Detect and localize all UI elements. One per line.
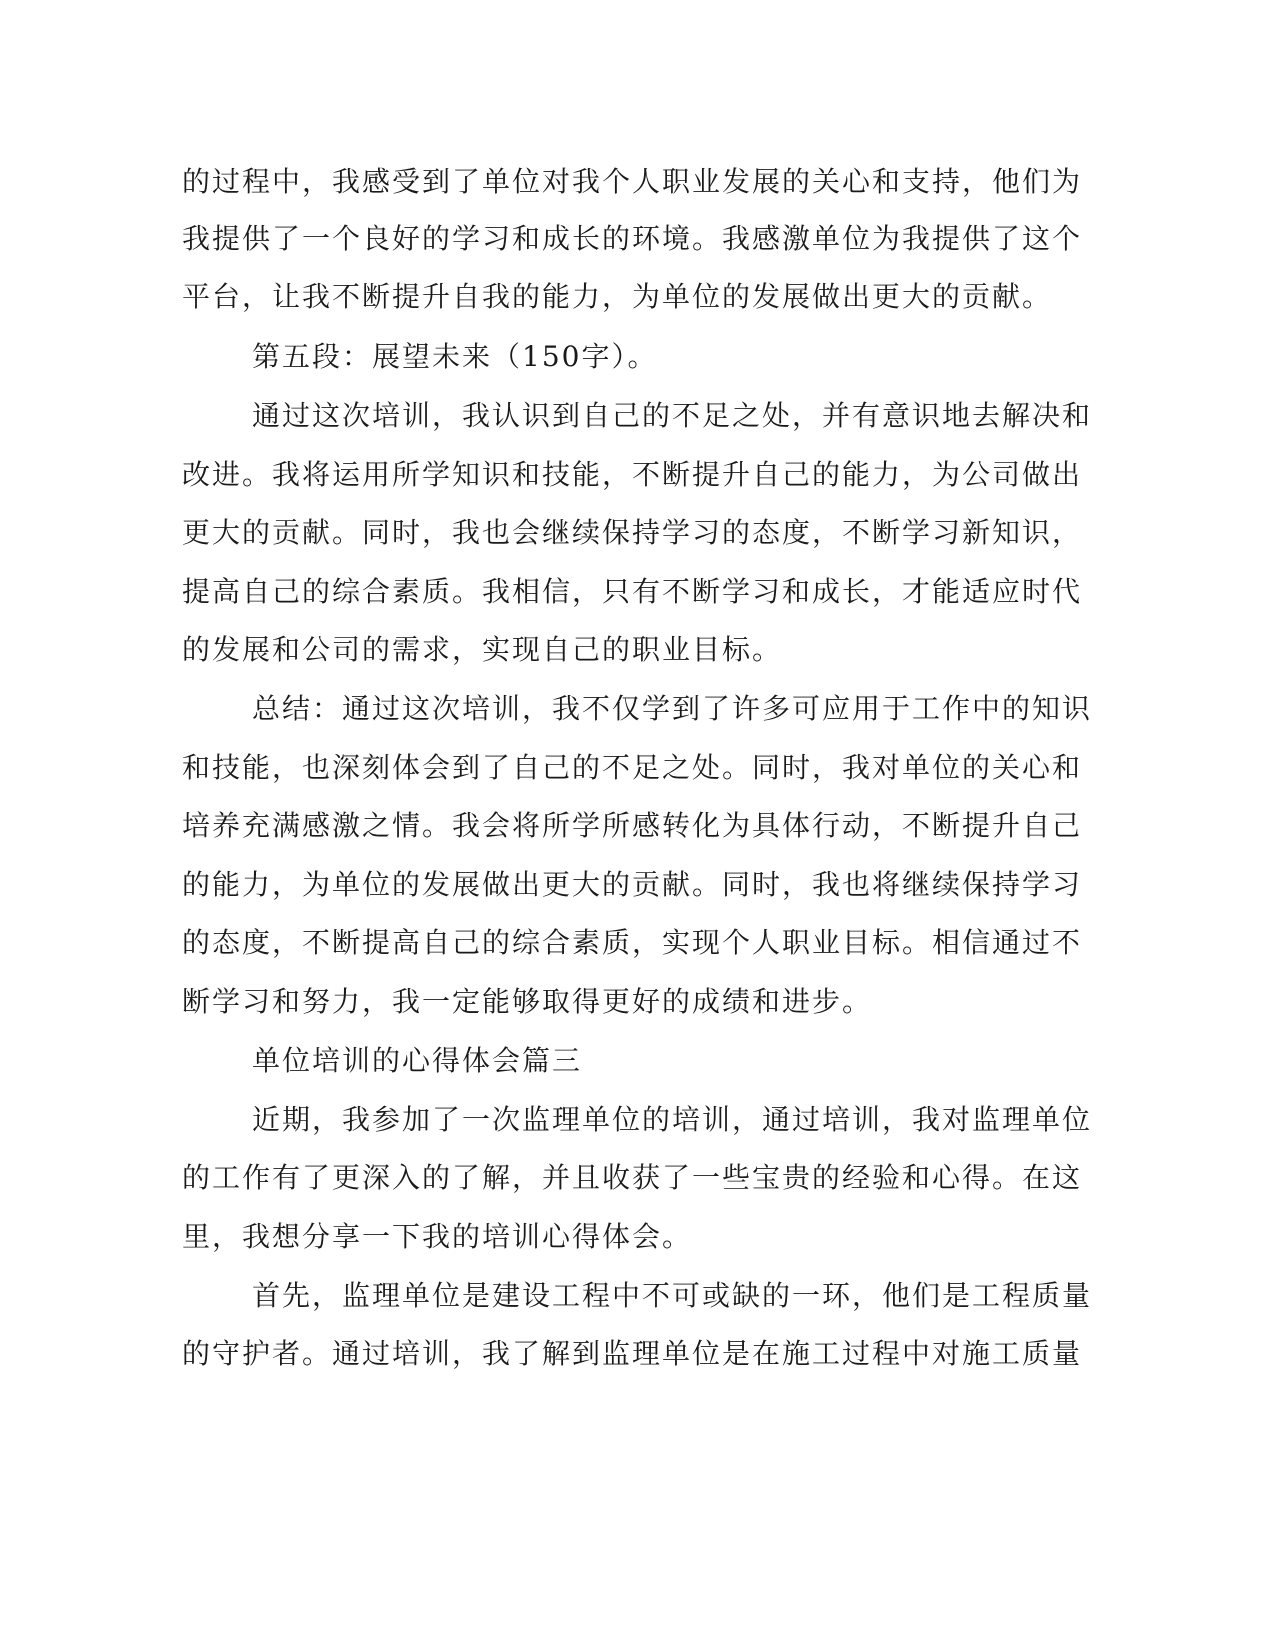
text-line: 我提供了一个良好的学习和成长的环境。我感激单位为我提供了这个	[182, 222, 1083, 255]
text-line: 培养充满感激之情。我会将所学所感转化为具体行动，不断提升自己	[182, 809, 1083, 842]
section-heading: 单位培训的心得体会篇三	[252, 1044, 583, 1077]
text-line: 的态度，不断提高自己的综合素质，实现个人职业目标。相信通过不	[182, 926, 1083, 959]
section-heading: 第五段：展望未来（150字）。	[252, 340, 658, 373]
text-line: 改进。我将运用所学知识和技能，不断提升自己的能力，为公司做出	[182, 458, 1083, 491]
text-line: 里，我想分享一下我的培训心得体会。	[182, 1220, 693, 1253]
text-line: 通过这次培训，我认识到自己的不足之处，并有意识地去解决和	[252, 399, 1093, 432]
text-line: 总结：通过这次培训，我不仅学到了许多可应用于工作中的知识	[252, 692, 1093, 725]
text-line: 近期，我参加了一次监理单位的培训，通过培训，我对监理单位	[252, 1103, 1093, 1136]
text-line: 首先，监理单位是建设工程中不可或缺的一环，他们是工程质量	[252, 1279, 1093, 1312]
text-line: 的守护者。通过培训，我了解到监理单位是在施工过程中对施工质量	[182, 1337, 1083, 1370]
text-line: 提高自己的综合素质。我相信，只有不断学习和成长，才能适应时代	[182, 575, 1083, 608]
text-line: 的过程中，我感受到了单位对我个人职业发展的关心和支持，他们为	[182, 165, 1083, 198]
text-line: 和技能，也深刻体会到了自己的不足之处。同时，我对单位的关心和	[182, 751, 1083, 784]
text-line: 的工作有了更深入的了解，并且收获了一些宝贵的经验和心得。在这	[182, 1161, 1083, 1194]
text-line: 的发展和公司的需求，实现自己的职业目标。	[182, 633, 783, 666]
text-line: 平台，让我不断提升自我的能力，为单位的发展做出更大的贡献。	[182, 280, 1053, 313]
text-line: 更大的贡献。同时，我也会继续保持学习的态度，不断学习新知识，	[182, 516, 1083, 549]
text-line: 的能力，为单位的发展做出更大的贡献。同时，我也将继续保持学习	[182, 868, 1083, 901]
text-line: 断学习和努力，我一定能够取得更好的成绩和进步。	[182, 985, 873, 1018]
